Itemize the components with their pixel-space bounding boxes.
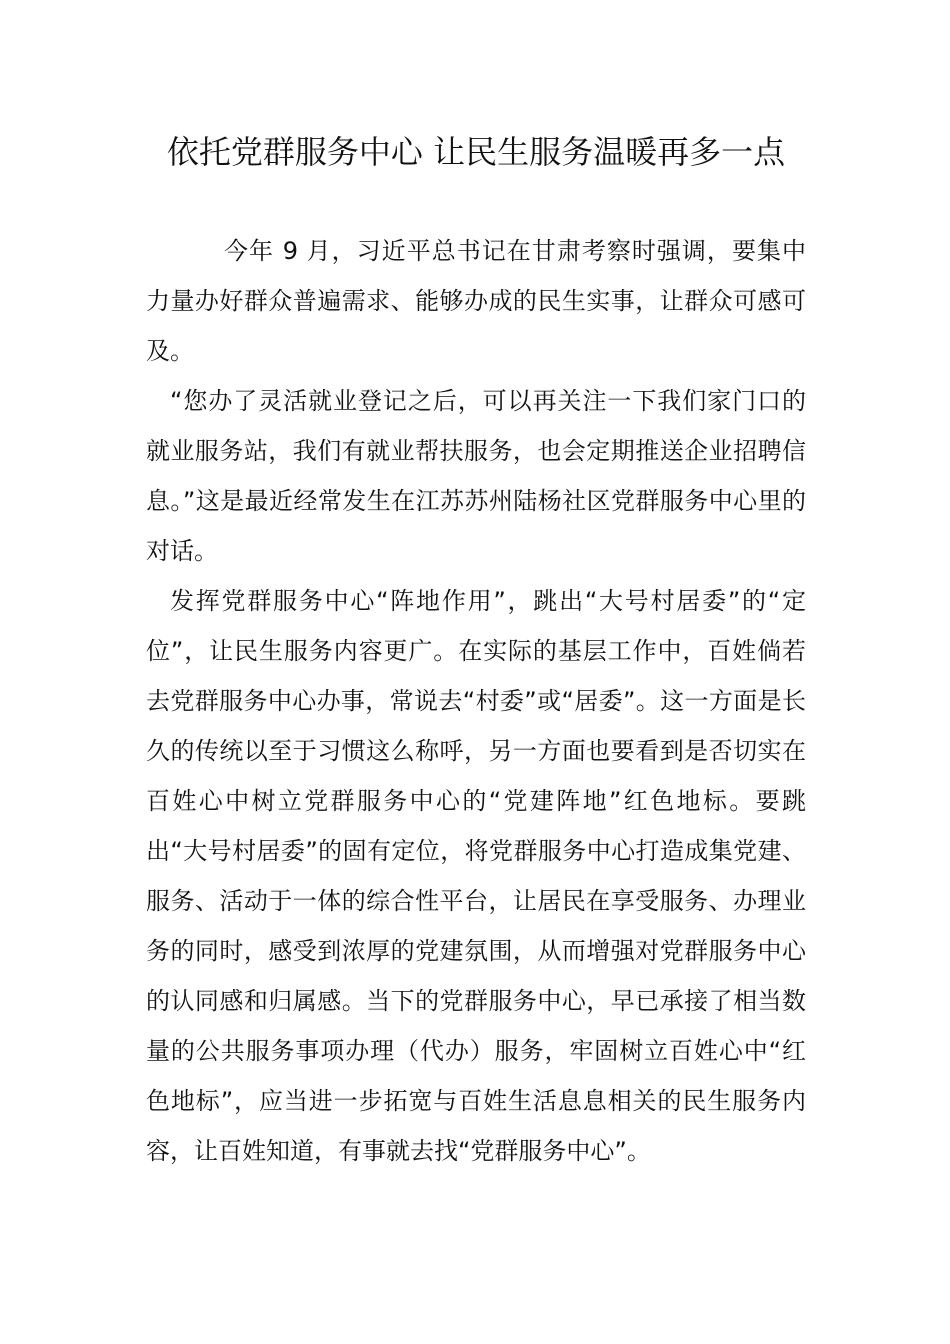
document-title: 依托党群服务中心 让民生服务温暖再多一点 — [166, 133, 786, 171]
paragraph-1: 今年 9 月，习近平总书记在甘肃考察时强调，要集中力量办好群众普遍需求、能够办成的民生实事，让群众可感可及。 — [146, 237, 806, 365]
paragraph-3: 发挥党群服务中心“阵地作用”，跳出“大号村居委”的“定位”，让民生服务内容更广。在实际的基层工作中，百姓倘若去党群服务中心办事，常说去“村委”或“居委”。这一方面是长久的传统以至于习惯这么称呼，另一方面也要看到是否切实在百姓心中树立党群服务中心的“党建阵地”红色地标。要跳出“大号村居委”的固有定位，将党群服务中心打造成集党建、服务、活动于一体的综合性平台，让居民在享受服务、办理业务的同时，感受到浓厚的党建氛围，从而增强对党群服务中心的认同感和归属感。当下的党群服务中心，早已承接了相当数量的公共服务事项办理（代办）服务，牢固树立百姓心中“红色地标”，应当进一步拓宽与百姓生活息息相关的民生服务内容，让百姓知道，有事就去找“党群服务中心”。 — [146, 587, 806, 1165]
paragraph-2: “您办了灵活就业登记之后，可以再关注一下我们家门口的就业服务站，我们有就业帮扶服务，也会定期推送企业招聘信息。”这是最近经常发生在江苏苏州陆杨社区党群服务中心里的对话。 — [146, 387, 806, 565]
document-body — [146, 226, 806, 1176]
